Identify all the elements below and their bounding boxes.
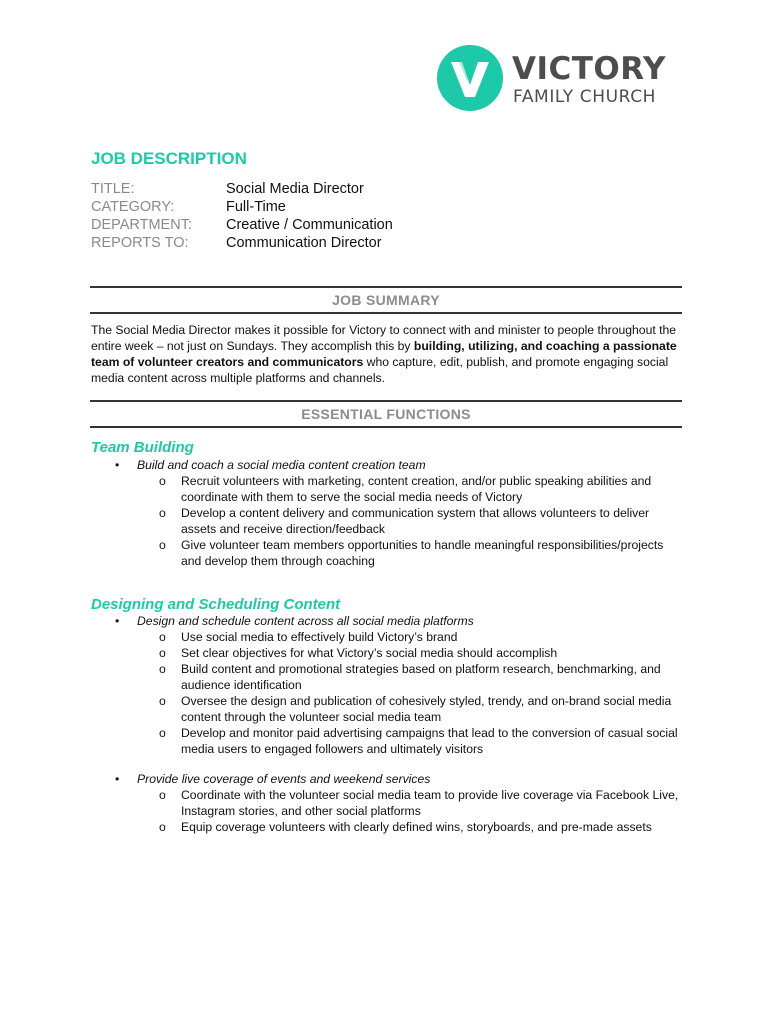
summary-outro: who capture, edit, publish, and promote engaging social media content across multiple platforms and channels. xyxy=(91,355,669,385)
sub-list-item: o Coordinate with the volunteer social media team to provide live coverage via Facebook Live, Instagram stories, and other social platforms xyxy=(91,787,691,819)
info-value: Creative / Communication xyxy=(226,217,393,233)
bullet-icon: • xyxy=(115,772,120,786)
list-item: • Build and coach a social media content creation team xyxy=(91,457,691,473)
section-title-designing-content: Designing and Scheduling Content xyxy=(91,596,341,613)
info-label: TITLE: xyxy=(91,181,135,197)
info-value: Full-Time xyxy=(226,199,286,215)
section-heading: JOB SUMMARY xyxy=(332,292,440,308)
info-value: Social Media Director xyxy=(226,181,364,197)
info-label: REPORTS TO: xyxy=(91,235,189,251)
info-label: DEPARTMENT: xyxy=(91,217,192,233)
job-info-table xyxy=(91,180,393,252)
bullet-icon: • xyxy=(115,458,120,472)
summary-intro: The Social Media Director makes it possible for Victory to connect with and minister to people throughout the entire week – not just on Sundays. They accomplish this by xyxy=(91,323,677,353)
info-row-department xyxy=(91,216,393,234)
sub-list-item: o Set clear objectives for what Victory’s social media should accomplish xyxy=(91,645,691,661)
section-heading: ESSENTIAL FUNCTIONS xyxy=(301,406,471,422)
summary-emphasis: building, utilizing, and coaching a passionate team of volunteer creators and communicators xyxy=(91,339,677,369)
church-logo xyxy=(437,45,682,115)
sub-bullet-icon: o xyxy=(159,820,166,834)
info-label: CATEGORY: xyxy=(91,199,175,215)
info-row-reports-to xyxy=(91,234,393,252)
victory-logo-icon xyxy=(437,45,503,111)
team-building-list xyxy=(91,457,691,569)
list-item: • Provide live coverage of events and weekend services xyxy=(91,771,691,787)
sub-bullet-icon: o xyxy=(159,646,166,660)
sub-bullet-icon: o xyxy=(159,726,166,740)
sub-bullet-icon: o xyxy=(159,474,166,488)
job-summary-text xyxy=(91,322,691,386)
sub-bullet-icon: o xyxy=(159,662,166,676)
info-row-category xyxy=(91,198,393,216)
sub-bullet-icon: o xyxy=(159,506,166,520)
sub-list-item: o Build content and promotional strategies based on platform research, benchmarking, and audience identification xyxy=(91,661,691,693)
logo-subtitle: FAMILY CHURCH xyxy=(513,87,657,107)
sub-list-item: o Give volunteer team members opportunities to handle meaningful responsibilities/projects and develop them through coaching xyxy=(91,537,691,569)
essential-functions-header xyxy=(90,400,682,428)
designing-content-list xyxy=(91,613,691,835)
info-value: Communication Director xyxy=(226,235,382,251)
logo-wordmark: VICTORY xyxy=(512,51,666,87)
sub-bullet-icon: o xyxy=(159,694,166,708)
page-title: JOB DESCRIPTION xyxy=(91,149,247,168)
sub-list-item: o Use social media to effectively build Victory’s brand xyxy=(91,629,691,645)
sub-list-item: o Recruit volunteers with marketing, content creation, and/or public speaking abilities and coordinate with them to serve the social media needs of Victory xyxy=(91,473,691,505)
sub-list-item: o Oversee the design and publication of cohesively styled, trendy, and on-brand social media content through the volunteer social media team xyxy=(91,693,691,725)
sub-bullet-icon: o xyxy=(159,630,166,644)
sub-bullet-icon: o xyxy=(159,538,166,552)
sub-list-item: o Develop and monitor paid advertising campaigns that lead to the conversion of casual social media users to engaged followers and ultimately visitors xyxy=(91,725,691,757)
sub-list-item: o Develop a content delivery and communication system that allows volunteers to deliver assets and receive direction/feedback xyxy=(91,505,691,537)
job-summary-header xyxy=(90,286,682,314)
sub-bullet-icon: o xyxy=(159,788,166,802)
section-title-team-building: Team Building xyxy=(91,439,194,456)
info-row-title xyxy=(91,180,393,198)
list-item: • Design and schedule content across all social media platforms xyxy=(91,613,691,629)
bullet-icon: • xyxy=(115,614,120,628)
sub-list-item: o Equip coverage volunteers with clearly defined wins, storyboards, and pre-made assets xyxy=(91,819,691,835)
